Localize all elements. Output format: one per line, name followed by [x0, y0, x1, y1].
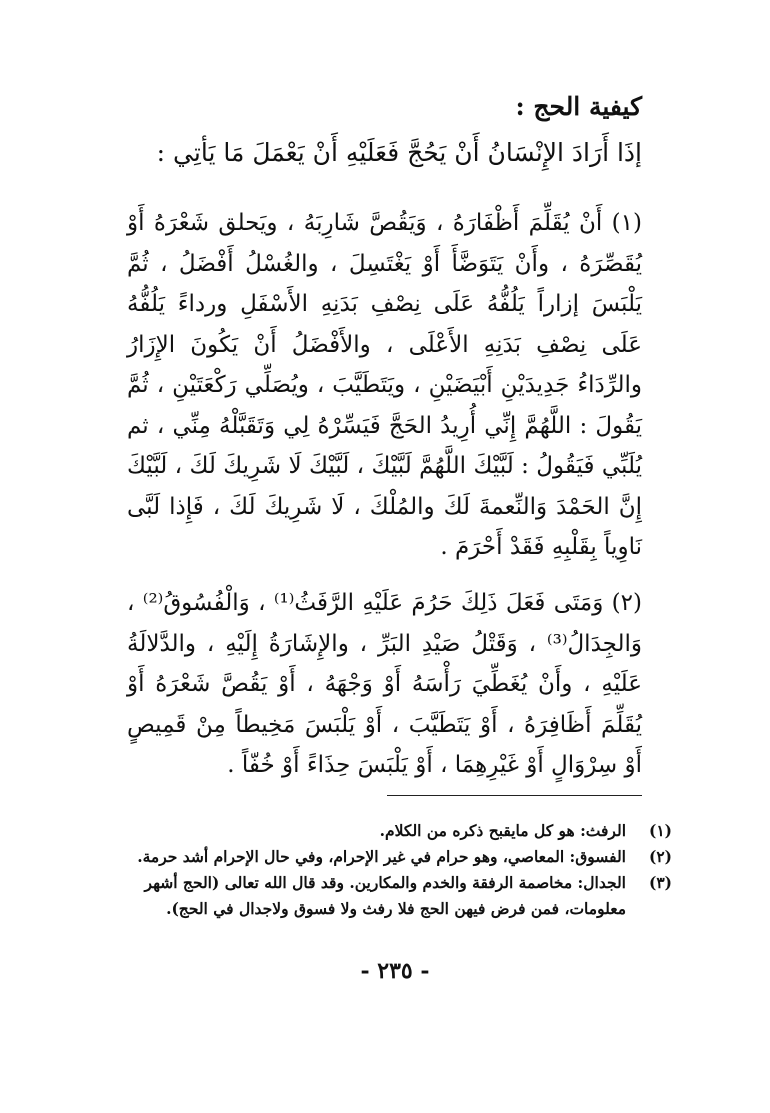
footnote-2 — [112, 844, 672, 870]
paragraph-2: (٢) وَمَتَى فَعَلَ ذَلِكَ حَرُمَ عَلَيْهِ الرَّفَثُ⁽¹⁾ ، وَالْفُسُوقُ⁽²⁾ ، وَالجِدَالُ⁽³⁾ ، وَقَتْلُ صَيْدِ البَرِّ ، والإِشَارَةُ إِلَيْهِ ، والدَّلالَةُ عَلَيْهِ ، وأَنْ يُغَطِّيَ رَأْسَهُ أَوْ وَجْهَهُ ، أَوْ يَقُصَّ شَعْرَهُ أَوْ يُقَلِّمَ أَظَافِرَهُ ، أَوْ يَتَطَيَّبَ ، أَوْ يَلْبَسَ مَخِيطاً مِنْ قَمِيصٍ أَوْ سِرْوَالٍ أَوْ غَيْرِهِمَا ، أَوْ يَلْبَسَ حِذَاءً أَوْ خُفّاً . — [127, 590, 642, 778]
footnote-text: الجدال: مخاصمة الرفقة والخدم والمكارين. وقد قال الله تعالى (الحج أشهر معلومات، فمن فرض فيهن الحج فلا رفث ولا فسوق ولاجدال في الحج). — [144, 873, 626, 918]
footnote-text: الرفث: هو كل مايقبح ذكره من الكلام. — [379, 821, 626, 840]
footnote-number: (١) — [648, 821, 672, 840]
footnote-divider — [387, 795, 642, 796]
footnote-1 — [112, 818, 672, 844]
footnote-number: (٣) — [648, 873, 672, 892]
page-number: - ٢٣٥ - — [360, 958, 430, 984]
section-heading: كيفية الحج : — [515, 92, 642, 121]
footnote-text: الفسوق: المعاصي، وهو حرام في غير الإحرام، وفي حال الإحرام أشد حرمة. — [137, 847, 626, 866]
intro-line: إذَا أَرَادَ الإِنْسَانُ أَنْ يَحُجَّ فَعَلَيْهِ أَنْ يَعْمَلَ مَا يَأتِي : — [156, 138, 642, 167]
footnote-3 — [112, 870, 672, 922]
footnote-number: (٢) — [648, 847, 672, 866]
paragraph-1: (١) أَنْ يُقَلِّمَ أَظْفَارَهُ ، وَيَقُصَّ شَارِبَهُ ، ويَحلق شَعْرَهُ أَوْ يُقَصِّرَهُ ، وأَنْ يَتَوَضَّأَ أَوْ يَغْتَسِلَ ، والغُسْلُ أَفْضَلُ ، ثُمَّ يَلْبَسَ إزاراً يَلُفُّهُ عَلَى نِصْفِ بَدَنِهِ الأَسْفَلِ ورداءً يَلُفُّهُ عَلَى نِصْفِ بَدَنِهِ الأَعْلَى ، والأَفْضَلُ أَنْ يَكُونَ الإِزَارُ والرِّدَاءُ جَدِيدَيْنِ أَبْيَضَيْنِ ، ويَتَطَيَّبَ ، ويُصَلِّي رَكْعَتَيْنِ ، ثُمَّ يَقُولَ : اللَّهُمَّ إِنِّي أُرِيدُ الحَجَّ فَيَسِّرْهُ لِي وَتَقَبَّلْهُ مِنِّي ، ثم يُلَبِّي فَيَقُولُ : لَبَّيْكَ اللَّهُمَّ لَبَّيْكَ ، لَبَّيْكَ لَا شَرِيكَ لَكَ ، لَبَّيْكَ إِنَّ الحَمْدَ وَالنِّعمةَ لَكَ والمُلْكَ ، لَا شَرِيكَ لَكَ ، فَإِذا لَبَّى نَاوِياً بِقَلْبِهِ فَقَدْ أَحْرَمَ . — [127, 210, 642, 560]
